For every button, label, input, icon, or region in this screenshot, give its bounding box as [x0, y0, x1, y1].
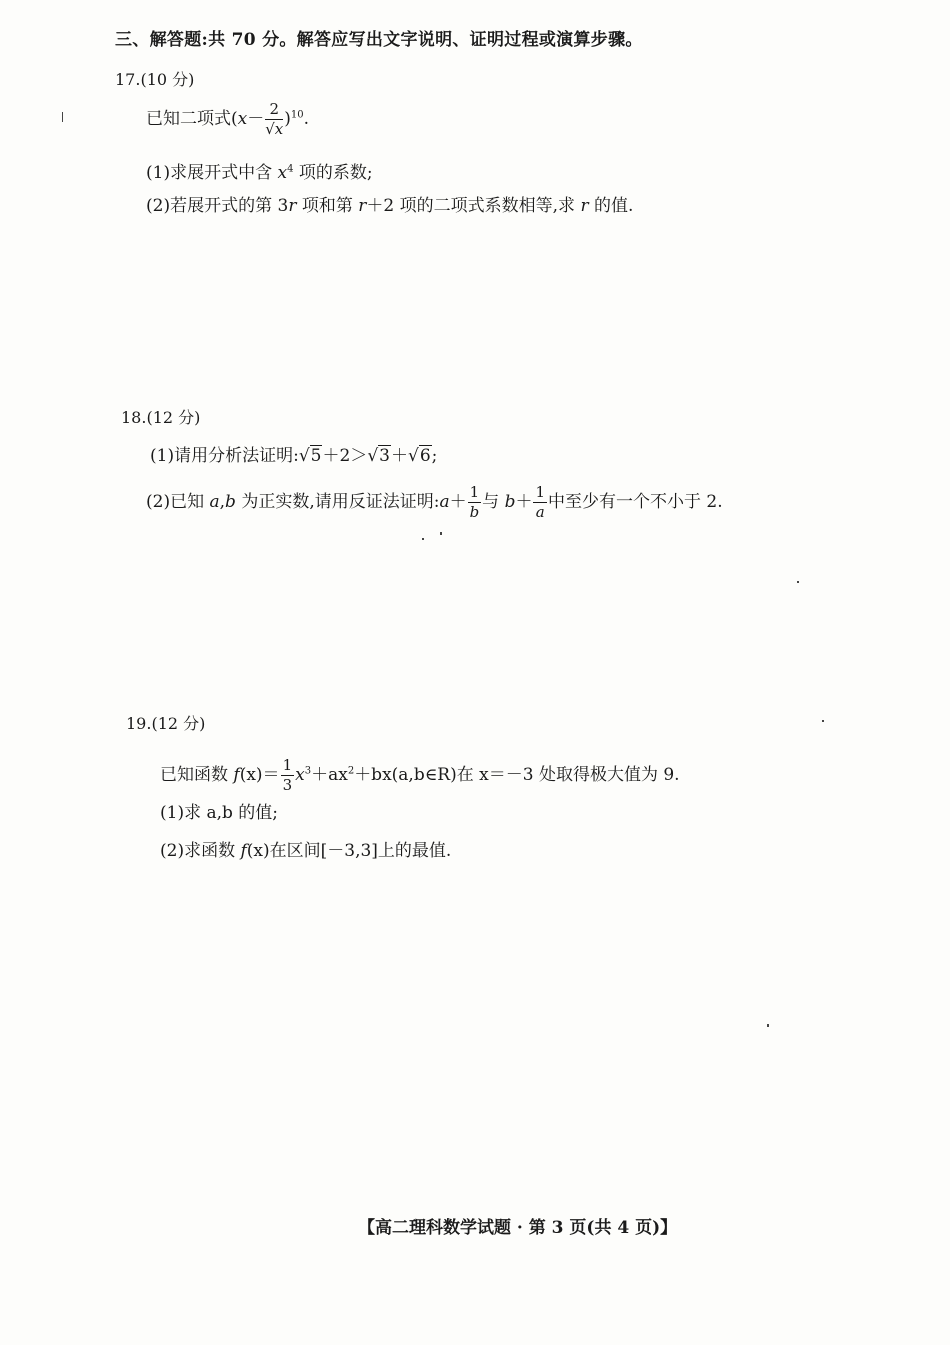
scan-speck	[422, 538, 424, 540]
question-18-part-2: (2)已知 a,b 为正实数,请用反证法证明:a＋ $\frac{1}{b}$ 与 b＋ $\frac{1}{a}$ 中至少有一个不小于 2.	[146, 483, 723, 521]
fraction-1-over-b: $\frac{1}{b}$	[469, 483, 480, 521]
fraction-2-over-sqrt-x: $\frac{2}{√x}$	[265, 100, 284, 138]
question-17-stem: 已知二项式(x－ $\frac{2}{√x}$ )$^{10}$.	[146, 100, 310, 138]
fraction-1-over-3: $\frac{1}{3}$	[282, 756, 293, 794]
question-19-number: 19.(12 分)	[126, 714, 206, 733]
scan-mark	[62, 112, 63, 122]
question-19-part-1: (1)求 a,b 的值;	[160, 803, 279, 823]
question-17-number: 17.(10 分)	[115, 70, 195, 89]
question-19-stem: 已知函数 f(x)＝ $\frac{1}{3}$ $x^3+ax^2+bx(a,b\in R)$在 x＝－3 处取得极大值为 9.	[160, 756, 680, 794]
question-17-part-2: (2)若展开式的第 3r 项和第 r＋2 项的二项式系数相等,求 r 的值.	[146, 196, 634, 216]
fraction-1-over-a: $\frac{1}{a}$	[535, 483, 545, 521]
scan-speck	[797, 581, 799, 583]
question-19-part-2: (2)求函数 f(x)在区间[－3,3]上的最值.	[160, 841, 452, 861]
section-header: 三、解答题:共 70 分。解答应写出文字说明、证明过程或演算步骤。	[115, 30, 643, 50]
question-18-part-1: (1)请用分析法证明:√5＋2＞√3＋√6;	[150, 446, 438, 466]
question-17-part-1: (1)求展开式中含 $x^4$ 项的系数;	[146, 163, 373, 183]
scan-speck	[822, 720, 824, 722]
page-footer: 【高二理科数学试题 · 第 3 页(共 4 页)】	[358, 1218, 678, 1238]
scan-speck	[440, 532, 442, 535]
scan-speck	[767, 1024, 769, 1027]
question-18-number: 18.(12 分)	[121, 408, 201, 427]
